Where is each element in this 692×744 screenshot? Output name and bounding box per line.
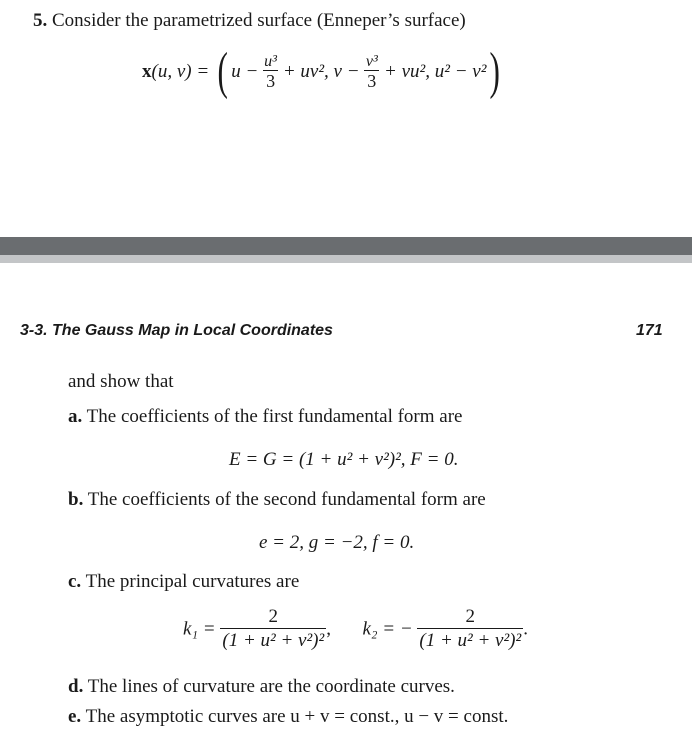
fraction-u3-over-3 [263, 53, 278, 92]
item-c [68, 571, 299, 593]
problem-line [33, 10, 466, 32]
item-e-text: The asymptotic curves are u + v = const., u − v = const. [85, 706, 509, 727]
item-c-label: c. [68, 571, 82, 592]
frac1-num: u³ [264, 52, 277, 70]
problem-statement: Consider the parametrized surface (Enneper’s surface) [52, 10, 466, 31]
k1-num: 2 [268, 606, 279, 627]
item-a-label: a. [68, 406, 83, 427]
frac2-den: 3 [364, 70, 379, 92]
formula-comp1-a: u − [231, 61, 259, 82]
k2-den: (1 + u² + v²)² [419, 630, 522, 651]
page-number: 171 [636, 322, 663, 339]
formula-comp1-b: + uv², v − [282, 61, 360, 82]
problem-number: 5. [33, 10, 48, 31]
page-break-shadow [0, 255, 692, 263]
k1-den: (1 + u² + v²)² [222, 630, 325, 651]
formula-x: x [142, 61, 152, 82]
frac1-den: 3 [263, 70, 278, 92]
k1-fraction [220, 606, 326, 653]
item-c-text: The principal curvatures are [85, 571, 300, 592]
formula-args: (u, v) = [151, 61, 210, 82]
k-end: . [523, 618, 528, 640]
k2-num: 2 [465, 606, 476, 627]
formula-comp2-b: + vu², u² − v² [384, 61, 487, 82]
item-a [68, 406, 462, 428]
left-paren: ( [217, 43, 228, 100]
equation-a: E = G = (1 + u² + v²)², F = 0. [229, 449, 459, 470]
page-break-band [0, 237, 692, 255]
item-d-text: The lines of curvature are the coordinate curves. [87, 676, 455, 697]
k1-label: k₁ = [183, 618, 216, 640]
item-b-text: The coefficients of the second fundamental form are [87, 489, 486, 510]
item-a-text: The coefficients of the first fundamental form are [86, 406, 463, 427]
section-header: 3-3. The Gauss Map in Local Coordinates [20, 322, 333, 339]
item-e-label: e. [68, 706, 82, 727]
intro-text: and show that [68, 371, 174, 392]
item-d-label: d. [68, 676, 84, 697]
k-sep: , [326, 618, 331, 640]
item-d [68, 676, 455, 698]
enneper-formula [142, 43, 504, 112]
k2-label: k₂ = − [362, 618, 413, 640]
frac2-num: v³ [365, 52, 378, 70]
k2-fraction [417, 606, 523, 653]
item-b [68, 489, 486, 511]
item-e [68, 706, 508, 728]
right-paren: ) [489, 43, 501, 100]
equation-c [183, 606, 528, 653]
fraction-v3-over-3 [364, 53, 379, 92]
item-b-label: b. [68, 489, 84, 510]
equation-b: e = 2, g = −2, f = 0. [259, 532, 415, 553]
